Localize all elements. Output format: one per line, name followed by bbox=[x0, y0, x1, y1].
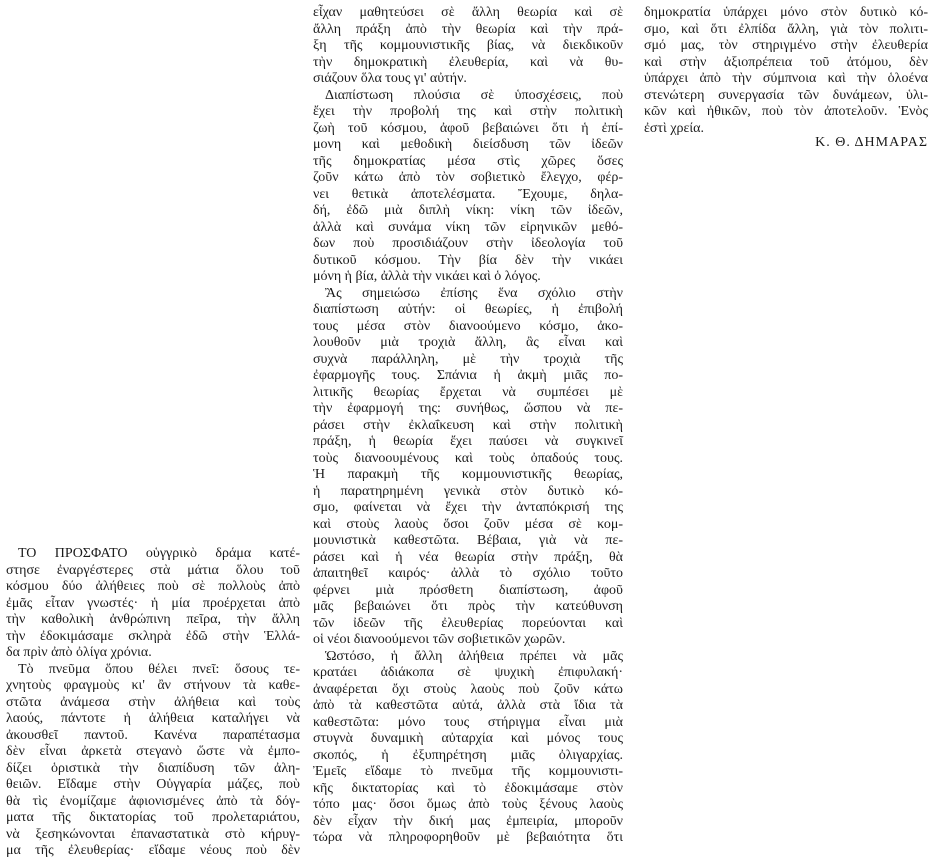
text-line: μουνιστικὰ καθεστῶτα. Βέβαια, γιὰ νὰ πε- bbox=[313, 533, 623, 548]
text-line: χνητοὺς φραγμοὺς κι' ἂν στήνουν τὰ καθε- bbox=[6, 678, 300, 693]
text-line: Τὸ πνεῦμα ὅπου θέλει πνεῖ: ὅσους τε- bbox=[18, 661, 300, 677]
text-line: ἄλλη πράξη ἀπὸ τὴν θεωρία καὶ τὴν πρά- bbox=[313, 21, 623, 37]
text-line: κῶν καὶ ἠθικῶν, ποὺ τὸν ἀποτελοῦν. Ἑνὸς bbox=[644, 104, 928, 119]
text-line: Διαπίστωση πλούσια σὲ ὑποσχέσεις, ποὺ bbox=[325, 87, 623, 103]
text-line: στῶτα ἀνάμεσα στὴν ἀλήθεια καὶ τοὺς bbox=[6, 694, 300, 710]
text-line: ἐφαρμογῆς τους. Σπάνια ἡ ἀκμὴ μιᾶς πο- bbox=[313, 368, 623, 383]
text-line: οἱ νέοι διανοούμενοι τῶν σοβιετικῶν χωρῶν. bbox=[313, 632, 566, 647]
text-line: ὑπάρχει ἀπὸ τὴν σύμπνοια καὶ τὴν ὁλοένα bbox=[644, 71, 928, 86]
text-line: ἀπὸ τὰ καθεστῶτα αὐτά, ἀλλὰ στὰ ἴδια τὰ bbox=[313, 698, 623, 713]
text-line: ΤΟ ΠΡΟΣΦΑΤΟ οὑγγρικὸ δράμα κατέ- bbox=[18, 546, 300, 561]
text-line: ζωὴ τοῦ κόσμου, ἀφοῦ βεβαιώνει ὅτι ἡ ἐπί- bbox=[313, 120, 623, 136]
text-line: ζοῦν κάτω ἀπὸ τὸν σοβιετικὸ ἔλεγχο, φέρ- bbox=[313, 170, 623, 185]
text-line: σμο, καὶ ὅτι ἐλπίδα ἄλλη, γιὰ τὸν πολιτι- bbox=[644, 21, 928, 37]
text-line: δὲν εἶχαν τὴν δική μας ἐμπειρία, μποροῦν bbox=[313, 813, 623, 829]
text-line: θειῶν. Εἴδαμε στὴν Οὑγγαρία μάζες, ποὺ bbox=[6, 777, 300, 792]
author-signature: Κ. Θ. ΔΗΜΑΡΑΣ bbox=[815, 135, 928, 150]
text-line: νὰ ξεσηκώνονται ἐπαναστατικὰ στὸ κήρυγ- bbox=[6, 826, 300, 842]
text-line: δίζει ὁριστικὰ τὴν διαπίδυση τῶν ἀλη- bbox=[6, 760, 300, 776]
text-line: στυγνὰ δυναμικὴ αὐταρχία καὶ μόνος τους bbox=[313, 731, 623, 746]
text-line: δημοκρατία ὑπάρχει μόνο στὸν δυτικὸ κό- bbox=[644, 5, 928, 20]
text-line: πράξη, ἡ θεωρία ἔχει παύσει νὰ συγκινεῖ bbox=[313, 434, 623, 449]
text-line: στενώτερη συνεργασία τῶν δυνάμεων, ὑλι- bbox=[644, 87, 928, 103]
text-line: σμο, φαίνεται νὰ ἔχει τὴν ἀνταπόκρισή της bbox=[313, 500, 623, 515]
text-line: σκοπός, ἡ ἐξυπηρέτηση μιᾶς ὀλιγαρχίας. bbox=[313, 747, 623, 763]
text-line: τώρα νὰ πληροφορηθοῦν μὲ βεβαιότητα ὅτι bbox=[313, 830, 623, 845]
text-line: τὴν ἐδοκιμάσαμε σκληρὰ ἐδῶ στὴν Ἑλλά- bbox=[6, 628, 300, 644]
text-line: δὲν εἶναι ἀρκετὰ στεγανὸ ὥστε νὰ ἐμπο- bbox=[6, 744, 300, 759]
text-line: τῶν ἰδεῶν τῆς ἐλευθερίας πορεύονται καὶ bbox=[313, 615, 623, 631]
paragraph bbox=[313, 286, 623, 649]
article-column-3 bbox=[644, 5, 928, 137]
text-line: λιτικῆς θεωρίας ἔρχεται νὰ συμπέσει μὲ bbox=[313, 384, 623, 400]
article-column-1 bbox=[6, 546, 300, 860]
text-line: κῆς δικτατορίας καὶ τὸ ἐδοκιμάσαμε στὸν bbox=[313, 780, 623, 796]
text-line: νει θετικὰ ἀποτελέσματα. Ἔχουμε, δηλα- bbox=[313, 186, 623, 202]
paragraph bbox=[313, 5, 623, 88]
text-line: διαπίστωση αὐτήν: οἱ θεωρίες, ἡ ἐπιβολή bbox=[313, 302, 623, 317]
text-line: θὰ τὶς ἐνομίζαμε ἀφιονισμένες ἀπὸ τὰ δόγ- bbox=[6, 793, 300, 809]
text-line: συχνὰ παράλληλη, μὲ τὴν τροχιὰ τῆς bbox=[313, 351, 623, 367]
text-line: κρατάει ἀδιάκοπα σὲ ψυχικὴ ἐπιφυλακή· bbox=[313, 665, 623, 680]
text-line: καὶ στοὺς λαοὺς ὅσοι ζοῦν μέσα σὲ κομ- bbox=[313, 516, 623, 532]
text-line: δων ποὺ προσιδιάζουν στὴν ἰδεολογία τοῦ bbox=[313, 236, 623, 251]
text-line: ράσει καὶ ἡ νέα θεωρία στὴν πράξη, θὰ bbox=[313, 549, 623, 565]
paragraph bbox=[644, 5, 928, 137]
text-line: ἔχει τὴν προβολή της καὶ στὴν πολιτικὴ bbox=[313, 104, 623, 119]
text-line: τους μέσα στὸν διανοούμενο κόσμο, ἀκο- bbox=[313, 318, 623, 334]
text-line: δυτικοῦ κόσμου. Τὴν βία δὲν τὴν νικάει bbox=[313, 252, 623, 268]
paragraph bbox=[6, 546, 300, 662]
text-line: ἀλλὰ καὶ συνάμα νίκη τῶν εἰρηνικῶν μεθό- bbox=[313, 219, 623, 235]
text-line: ἡ παρατηρημένη γενικὰ στὸν δυτικὸ κό- bbox=[313, 483, 623, 499]
text-line: τῆς δημοκρατίας μέσα στὶς χῶρες ὅσες bbox=[313, 153, 623, 169]
text-line: τόπο μας· ὅσοι ὅμως ἀπὸ τοὺς ξένους λαοὺς bbox=[313, 797, 623, 812]
text-line: τὴν ἐφαρμογή της: συνήθως, ὥσπου νὰ πε- bbox=[313, 401, 623, 416]
text-line: λουθοῦν μιὰ τροχιὰ ἄλλη, ἂς εἶναι καὶ bbox=[313, 335, 623, 350]
text-line: ξη τῆς κομμουνιστικῆς βίας, νὰ διεκδικοῦν bbox=[313, 38, 623, 53]
paragraph bbox=[6, 662, 300, 860]
text-line: μα τῆς ἐλευθερίας· εἴδαμε νέους ποὺ δὲν bbox=[6, 843, 300, 858]
text-line: κόσμου δύο ἀλήθειες ποὺ σὲ πολλοὺς ἀπὸ bbox=[6, 579, 300, 594]
text-line: ματα τῆς δικτατορίας τοῦ προλεταριάτου, bbox=[6, 810, 300, 825]
text-line: δα πρὶν ἀπὸ ὀλίγα χρόνια. bbox=[6, 645, 152, 660]
text-line: τὴν δημοκρατικὴ ἐλευθερία, καὶ νὰ θυ- bbox=[313, 54, 623, 70]
text-line: Ἡ παρακμὴ τῆς κομμουνιστικῆς θεωρίας, bbox=[313, 467, 623, 482]
paragraph bbox=[313, 649, 623, 847]
text-line: μονη καὶ μεθοδικὴ διείσδυση τῶν ἰδεῶν bbox=[313, 137, 623, 152]
text-line: στησε ἐναργέστερες στὰ μάτια ὅλου τοῦ bbox=[6, 562, 300, 578]
text-line: δή, ἐδῶ μιὰ διπλὴ νίκη: νίκη τῶν ἰδεῶν, bbox=[313, 203, 623, 218]
text-line: τοὺς διανοουμένους καὶ τοὺς ὀπαδούς τους. bbox=[313, 450, 623, 466]
text-line: λαούς, πάντοτε ἡ ἀλήθεια καταλήγει νὰ bbox=[6, 711, 300, 726]
text-line: τὴν καθολικὴ ἀνθρώπινη πεῖρα, τὴν ἄλλη bbox=[6, 612, 300, 627]
article-column-2 bbox=[313, 5, 623, 847]
text-line: μᾶς βεβαιώνει ὅτι πρὸς τὴν κατεύθυνση bbox=[313, 599, 623, 614]
text-line: φέρνει μιὰ πρόσθετη διαπίστωση, ἀφοῦ bbox=[313, 582, 623, 598]
text-line: σμό μας, τὸν στηριγμένο στὴν ἐλευθερία bbox=[644, 38, 928, 53]
text-line: ἀναφέρεται ὄχι στοὺς λαοὺς ποὺ ζοῦν κάτω bbox=[313, 681, 623, 697]
text-line: ἐμᾶς εἶταν γνωστές· ἡ μία προέρχεται ἀπὸ bbox=[6, 595, 300, 611]
text-line: ράσει στὴν ἐκλαΐκευση καὶ στὴν πολιτικὴ bbox=[313, 417, 623, 433]
text-line: ἐστὶ χρεία. bbox=[644, 120, 704, 136]
paragraph bbox=[313, 88, 623, 286]
text-line: Ὡστόσο, ἡ ἄλλη ἀλήθεια πρέπει νὰ μᾶς bbox=[325, 648, 623, 664]
text-line: μόνη ἡ βία, ἀλλὰ τὴν νικάει καὶ ὁ λόγος. bbox=[313, 269, 541, 284]
text-line: εἶχαν μαθητεύσει σὲ ἄλλη θεωρία καὶ σὲ bbox=[313, 5, 623, 20]
text-line: Ἂς σημειώσω ἐπίσης ἕνα σχόλιο στὴν bbox=[325, 285, 623, 301]
text-line: σιάζουν ὅλα τους γι' αὐτήν. bbox=[313, 71, 467, 86]
text-line: καὶ στὴν ἀξιοπρέπεια τοῦ ἀτόμου, δὲν bbox=[644, 54, 928, 70]
text-line: Ἐμεῖς εἴδαμε τὸ πνεῦμα τῆς κομμουνιστι- bbox=[313, 764, 623, 779]
text-line: ἀκουσθεῖ παντοῦ. Κανένα παραπέτασμα bbox=[6, 727, 300, 743]
text-line: καθεστῶτα: μόνο τους στήριγμα εἶναι μιὰ bbox=[313, 714, 623, 730]
text-line: ἀπαιτηθεῖ καιρός· ἀλλὰ τὸ σχόλιο τοῦτο bbox=[313, 566, 623, 581]
